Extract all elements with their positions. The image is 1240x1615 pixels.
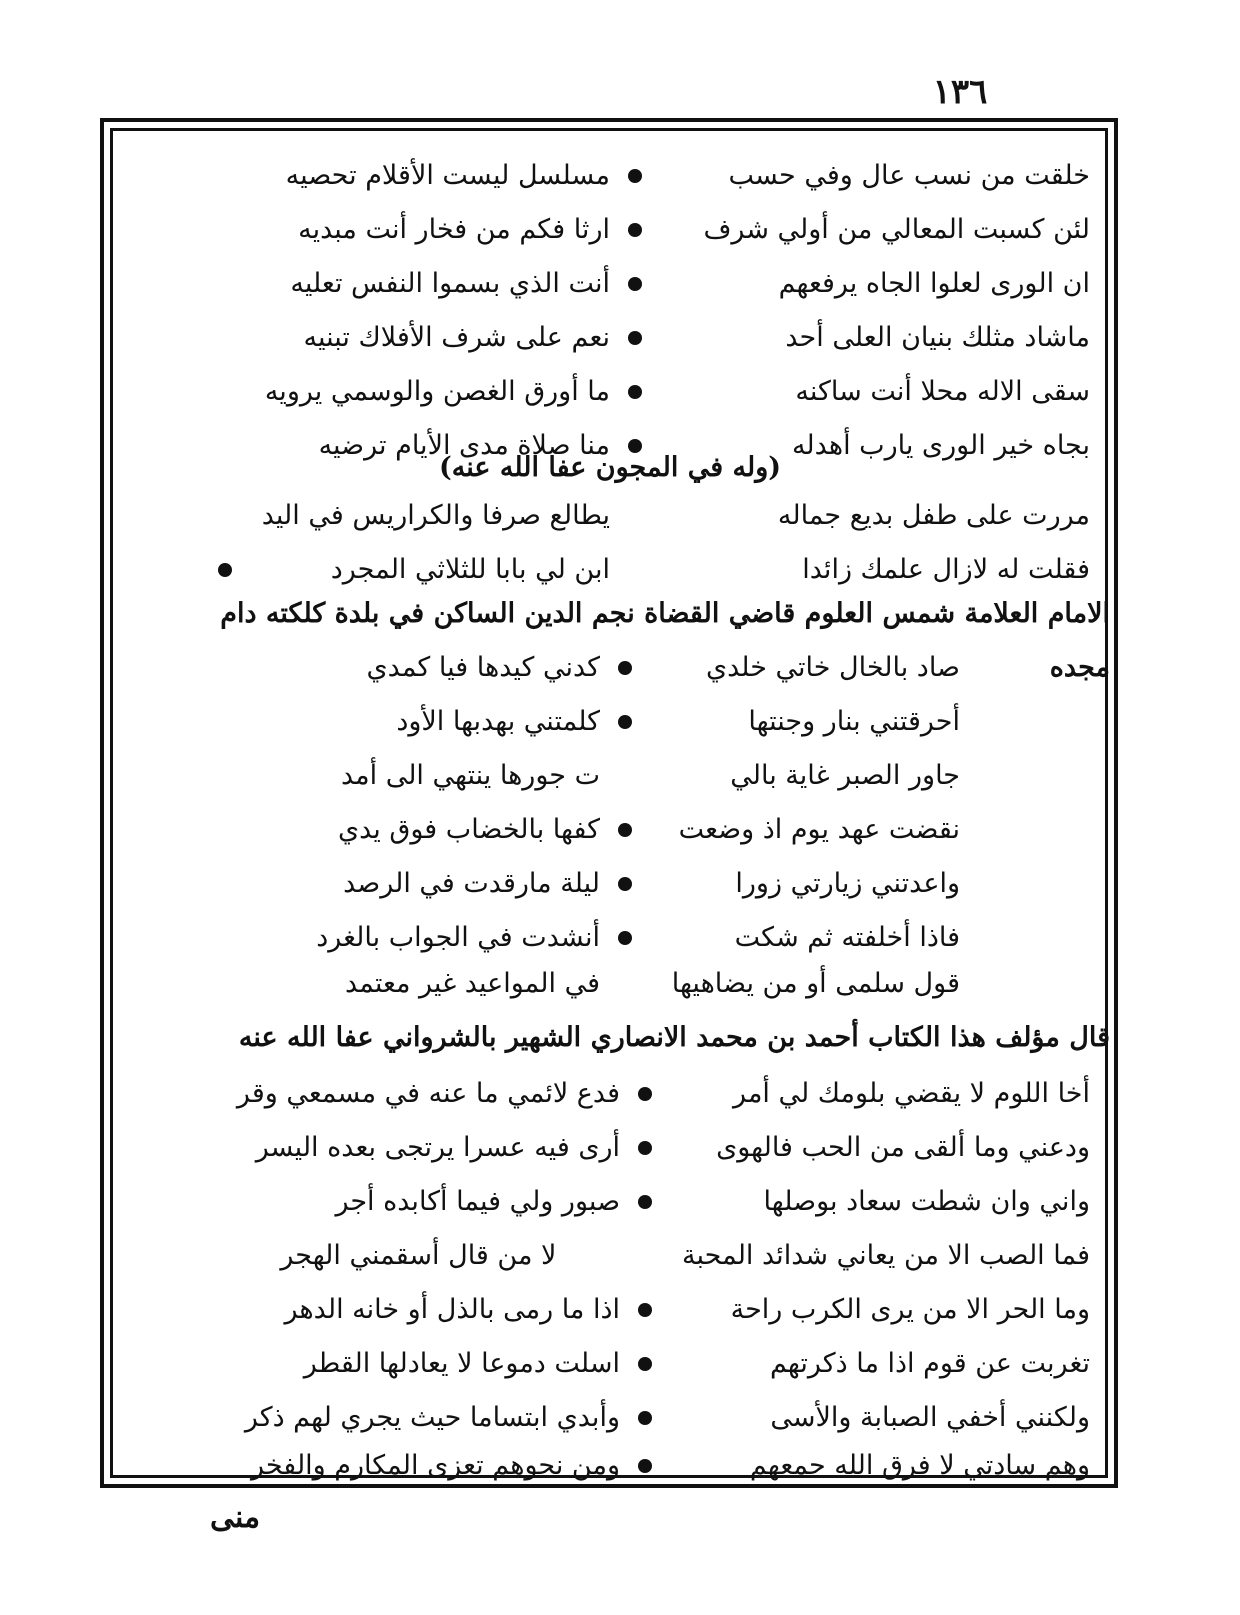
section-end-dot (218, 563, 232, 577)
verse-hemistich-second: يطالع صرفا والكراريس في اليد (261, 500, 610, 531)
verse-hemistich-first: وهم سادتي لا فرق الله جمعهم (749, 1450, 1090, 1481)
verse-line (260, 858, 960, 910)
verse-line (130, 1284, 1090, 1336)
verse-line (130, 204, 1090, 256)
verse-hemistich-first: ان الورى لعلوا الجاه يرفعهم (778, 268, 1090, 299)
verse-hemistich-first: فاذا أخلفته ثم شكت (734, 922, 960, 953)
section-heading: (وله في المجون عفا الله عنه) (438, 452, 782, 483)
verse-line (130, 490, 1090, 542)
verse-separator-dot (628, 169, 642, 183)
verse-line (260, 912, 960, 964)
catchword: منى (210, 1500, 261, 1535)
verse-line (130, 1176, 1090, 1228)
verse-line (260, 958, 960, 1010)
verse-line (130, 1230, 1090, 1282)
verse-hemistich-first: ودعني وما ألقى من الحب فالهوى (716, 1132, 1090, 1163)
verse-separator-dot (618, 877, 632, 891)
verse-hemistich-first: نقضت عهد يوم اذ وضعت (678, 814, 960, 845)
verse-line (130, 366, 1090, 418)
verse-hemistich-second: كفها بالخضاب فوق يدي (337, 814, 600, 845)
verse-line (260, 804, 960, 856)
verse-hemistich-second: وأبدي ابتساما حيث يجري لهم ذكر (244, 1402, 620, 1433)
page-number: ١٣٦ (932, 72, 988, 112)
verse-hemistich-first: واني وان شطت سعاد بوصلها (763, 1186, 1090, 1217)
verse-separator-dot (638, 1141, 652, 1155)
verse-hemistich-second: أنشدت في الجواب بالغرد (316, 922, 600, 953)
verse-hemistich-second: منا صلاة مدى الأيام ترضيه (318, 430, 610, 461)
verse-separator-dot (628, 331, 642, 345)
verse-separator-dot (638, 1357, 652, 1371)
verse-hemistich-second: اذا ما رمى بالذل أو خانه الدهر (284, 1294, 620, 1325)
verse-hemistich-first: لئن كسبت المعالي من أولي شرف (703, 214, 1090, 245)
verse-separator-dot (618, 931, 632, 945)
verse-hemistich-first: أحرقتني بنار وجنتها (748, 706, 960, 737)
verse-hemistich-second: صبور ولي فيما أكابده أجر (335, 1186, 620, 1217)
verse-separator-dot (618, 715, 632, 729)
verse-line (130, 1068, 1090, 1120)
verse-hemistich-second: لا من قال أسقمني الهجر (280, 1240, 557, 1271)
verse-separator-dot (638, 1087, 652, 1101)
verse-hemistich-first: خلقت من نسب عال وفي حسب (728, 160, 1090, 191)
verse-hemistich-first: وما الحر الا من يرى الكرب راحة (730, 1294, 1090, 1325)
prose-line: الامام العلامة شمس العلوم قاضي القضاة نجم الدين الساكن في بلدة كلكته دام (220, 598, 1110, 629)
verse-separator-dot (628, 277, 642, 291)
verse-hemistich-second: نعم على شرف الأفلاك تبنيه (303, 322, 610, 353)
verse-line (130, 1122, 1090, 1174)
verse-hemistich-second: ليلة مارقدت في الرصد (343, 868, 600, 899)
verse-line (130, 1440, 1090, 1492)
prose-line: قال مؤلف هذا الكتاب أحمد بن محمد الانصاري الشهير بالشرواني عفا الله عنه (238, 1022, 1110, 1053)
verse-line (130, 1338, 1090, 1390)
verse-line (130, 312, 1090, 364)
verse-hemistich-second: كدني كيدها فيا كمدي (366, 652, 600, 683)
verse-separator-dot (638, 1411, 652, 1425)
verse-separator-dot (628, 385, 642, 399)
verse-hemistich-first: ولكنني أخفي الصبابة والأسى (770, 1402, 1090, 1433)
verse-separator-dot (638, 1195, 652, 1209)
verse-hemistich-first: مررت على طفل بديع جماله (777, 500, 1090, 531)
verse-hemistich-first: قول سلمى أو من يضاهيها (671, 968, 960, 999)
prose-word: مجده (1049, 652, 1110, 683)
verse-hemistich-first: فما الصب الا من يعاني شدائد المحبة (682, 1240, 1090, 1271)
verse-hemistich-second: اسلت دموعا لا يعادلها القطر (303, 1348, 620, 1379)
verse-hemistich-second: ومن نحوهم تعزى المكارم والفخر (250, 1450, 620, 1481)
verse-hemistich-second: ابن لي بابا للثلاثي المجرد (330, 554, 610, 585)
verse-hemistich-second: ت جورها ينتهي الى أمد (340, 760, 600, 791)
verse-hemistich-first: صاد بالخال خاتي خلدي (705, 652, 960, 683)
verse-hemistich-first: بجاه خير الورى يارب أهدله (791, 430, 1090, 461)
verse-line (260, 642, 960, 694)
verse-separator-dot (638, 1459, 652, 1473)
verse-line (130, 258, 1090, 310)
verse-hemistich-second: مسلسل ليست الأقلام تحصيه (285, 160, 610, 191)
verse-hemistich-second: كلمتني بهدبها الأود (396, 706, 600, 737)
verse-separator-dot (628, 223, 642, 237)
verse-hemistich-first: جاور الصبر غاية بالي (730, 760, 960, 791)
verse-line (130, 1392, 1090, 1444)
verse-separator-dot (638, 1303, 652, 1317)
verse-line (260, 750, 960, 802)
verse-hemistich-second: في المواعيد غير معتمد (345, 968, 600, 999)
verse-hemistich-first: تغربت عن قوم اذا ما ذكرتهم (769, 1348, 1090, 1379)
verse-line (260, 696, 960, 748)
verse-hemistich-first: سقى الاله محلا أنت ساكنه (795, 376, 1090, 407)
verse-hemistich-first: واعدتني زيارتي زورا (735, 868, 960, 899)
verse-hemistich-second: أنت الذي بسموا النفس تعليه (290, 268, 610, 299)
verse-hemistich-first: فقلت له لازال علمك زائدا (802, 554, 1090, 585)
verse-line (130, 150, 1090, 202)
verse-hemistich-second: ما أورق الغصن والوسمي يرويه (264, 376, 610, 407)
verse-hemistich-second: أرى فيه عسرا يرتجى بعده اليسر (255, 1132, 620, 1163)
verse-hemistich-first: ماشاد مثلك بنيان العلى أحد (785, 322, 1090, 353)
verse-hemistich-first: أخا اللوم لا يقضي بلومك لي أمر (733, 1078, 1090, 1109)
verse-hemistich-second: ارثا فكم من فخار أنت مبديه (298, 214, 610, 245)
verse-hemistich-second: فدع لائمي ما عنه في مسمعي وقر (236, 1078, 620, 1109)
verse-separator-dot (618, 661, 632, 675)
verse-separator-dot (618, 823, 632, 837)
